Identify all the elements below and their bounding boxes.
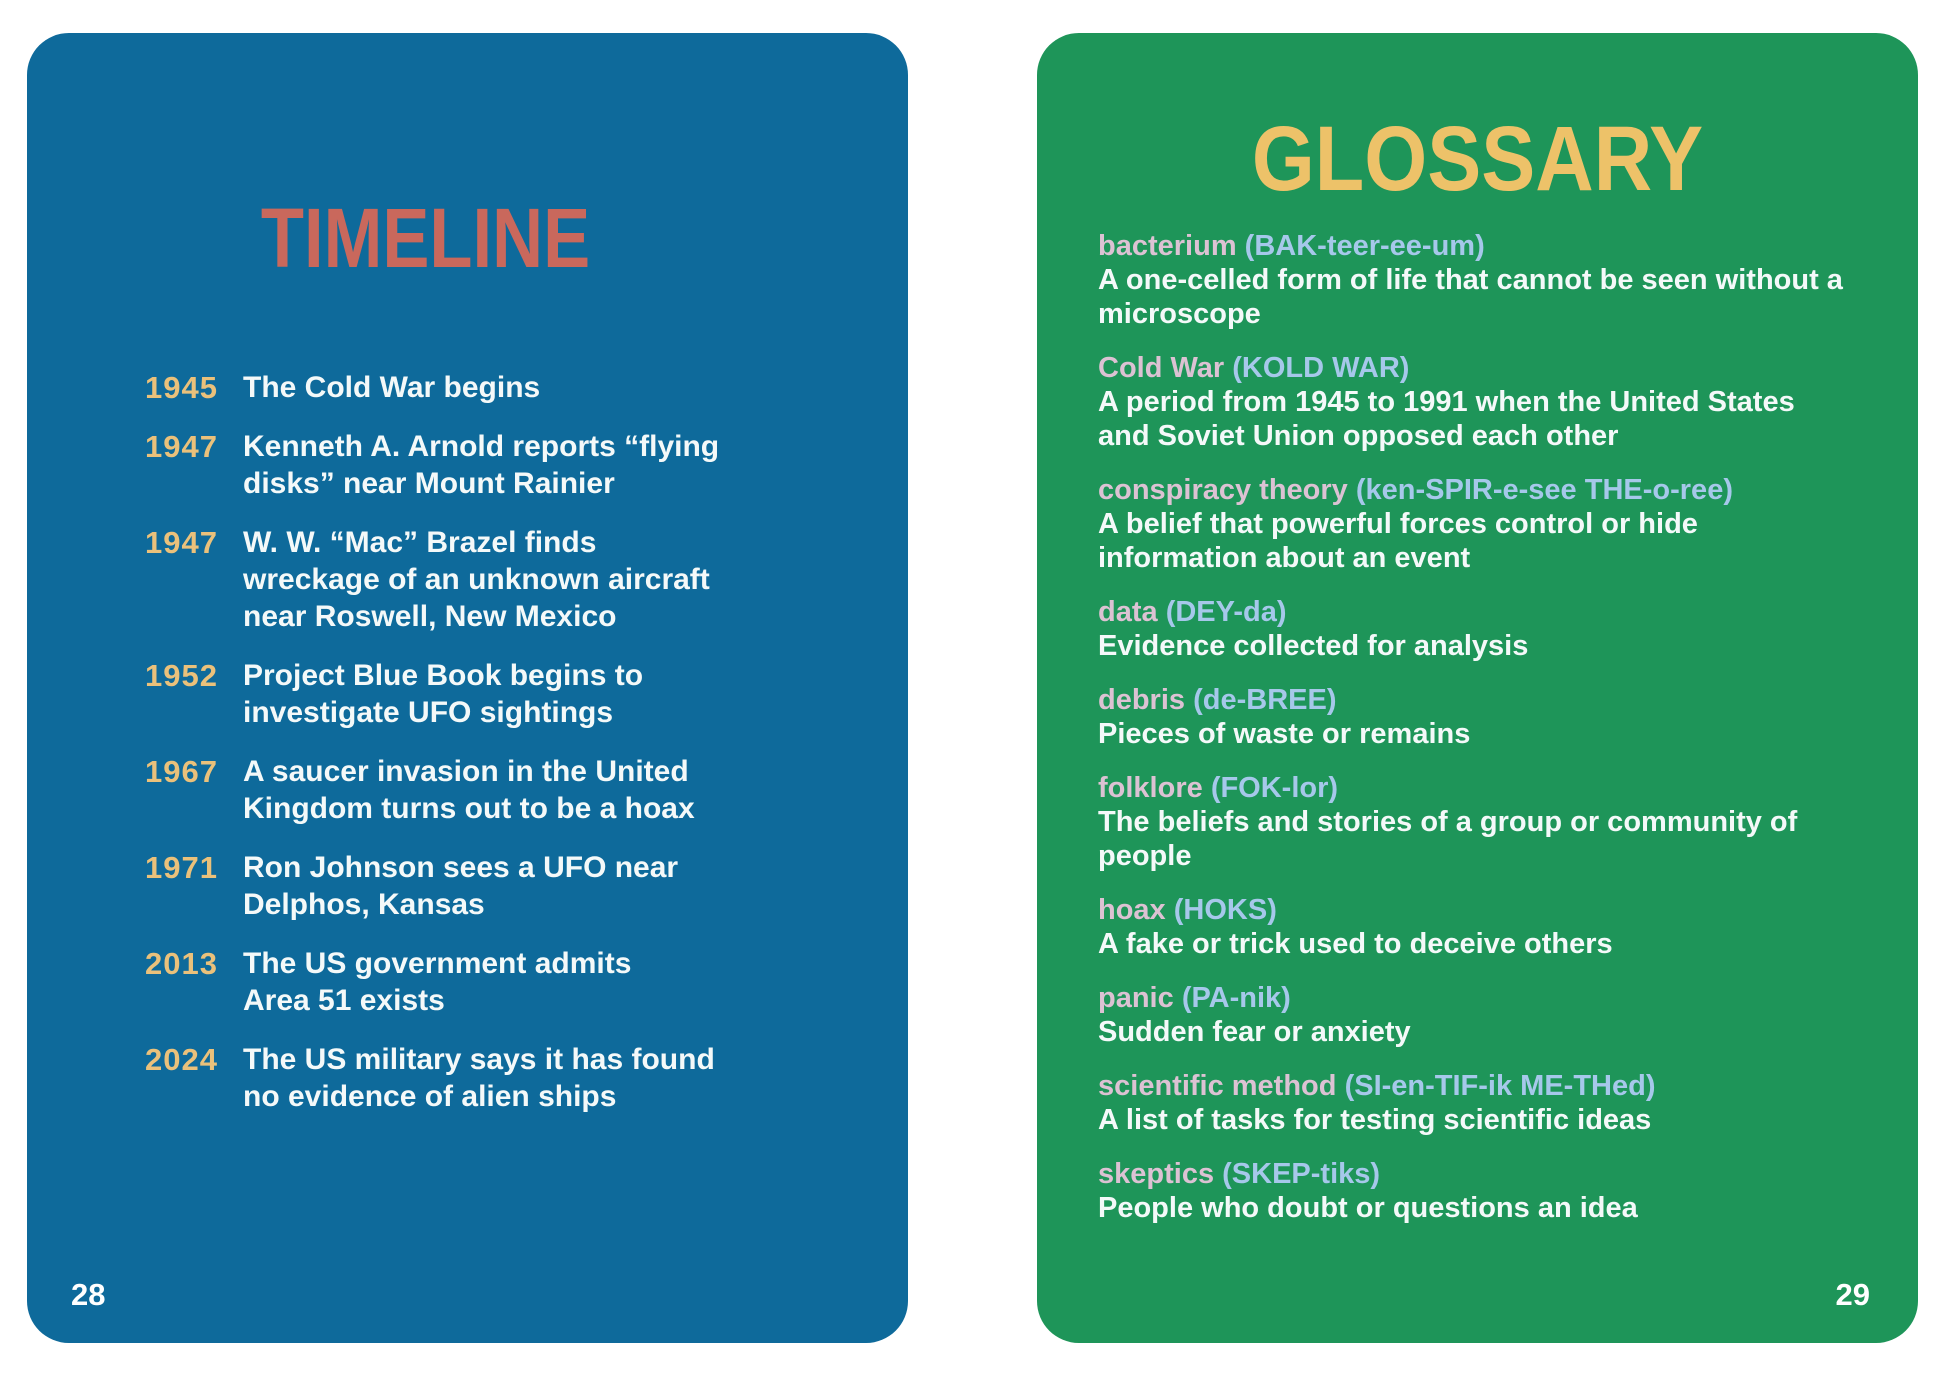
glossary-term: conspiracy theory [1098, 474, 1348, 506]
glossary-pronunciation: (BAK-teer-ee-um) [1244, 230, 1485, 262]
glossary-term: data [1098, 596, 1158, 628]
text-line: Kingdom turns out to be a hoax [243, 792, 695, 825]
glossary-term: bacterium [1098, 230, 1237, 262]
glossary-pronunciation: (ken-SPIR-e-see THE-o-ree) [1355, 474, 1733, 506]
glossary-entry [1098, 595, 1910, 663]
glossary-entry-heading [1098, 683, 1910, 717]
glossary-term: hoax [1098, 894, 1166, 926]
glossary-definition [1098, 1103, 1910, 1137]
glossary-definition [1098, 629, 1910, 663]
timeline-entry [145, 945, 785, 1019]
glossary-term: folklore [1098, 772, 1203, 804]
glossary-pronunciation: (FOK-lor) [1210, 772, 1339, 804]
glossary-title: GLOSSARY [1251, 108, 1704, 210]
timeline-year: 2024 [145, 1042, 218, 1077]
text-line: The beliefs and stories of a group or community of [1098, 806, 1798, 838]
text-line: W. W. “Mac” Brazel finds [243, 526, 597, 559]
text-line: A list of tasks for testing scientific ideas [1098, 1104, 1652, 1136]
glossary-term: debris [1098, 684, 1186, 716]
text-line: disks” near Mount Rainier [243, 467, 615, 500]
timeline-year: 1945 [145, 370, 218, 405]
glossary-entry [1098, 1069, 1910, 1137]
glossary-entry [1098, 893, 1910, 961]
text-line: A one-celled form of life that cannot be seen without a [1098, 264, 1843, 296]
text-line: people [1098, 840, 1192, 872]
glossary-pronunciation: (KOLD WAR) [1232, 352, 1410, 384]
page-number-left: 28 [71, 1277, 106, 1312]
text-line: A fake or trick used to deceive others [1098, 928, 1613, 960]
glossary-entry [1098, 351, 1910, 453]
timeline-year: 1971 [145, 850, 218, 885]
timeline-page [27, 33, 908, 1343]
text-line: Evidence collected for analysis [1098, 630, 1529, 662]
text-line: near Roswell, New Mexico [243, 600, 617, 633]
text-line: People who doubt or questions an idea [1098, 1192, 1638, 1224]
glossary-term: panic [1098, 982, 1174, 1014]
timeline-entry [145, 524, 785, 635]
glossary-pronunciation: (de-BREE) [1193, 684, 1337, 716]
timeline-event-text [243, 428, 785, 502]
timeline-year: 1967 [145, 754, 218, 789]
timeline-entry [145, 1041, 785, 1115]
glossary-pronunciation: (SI-en-TIF-ik ME-THed) [1344, 1070, 1656, 1102]
timeline-entry [145, 369, 785, 406]
text-line: and Soviet Union opposed each other [1098, 420, 1619, 452]
glossary-entry-heading [1098, 229, 1910, 263]
timeline-year: 1947 [145, 429, 218, 464]
glossary-entry-heading [1098, 595, 1910, 629]
glossary-definition [1098, 507, 1910, 575]
timeline-event-text [243, 849, 785, 923]
page-number-right: 29 [1835, 1277, 1870, 1312]
glossary-pronunciation: (PA-nik) [1181, 982, 1291, 1014]
text-line: information about an event [1098, 542, 1471, 574]
text-line: The US military says it has found [243, 1043, 715, 1076]
glossary-page [1037, 33, 1918, 1343]
text-line: Ron Johnson sees a UFO near [243, 851, 679, 884]
timeline-title: TIMELINE [260, 191, 591, 285]
text-line: Delphos, Kansas [243, 888, 485, 921]
glossary-entry-heading [1098, 351, 1910, 385]
timeline-entry [145, 753, 785, 827]
glossary-entry [1098, 981, 1910, 1049]
glossary-entry-heading [1098, 1069, 1910, 1103]
glossary-term: scientific method [1098, 1070, 1337, 1102]
text-line: wreckage of an unknown aircraft [243, 563, 710, 596]
glossary-entry [1098, 473, 1910, 575]
timeline-event-text [243, 657, 785, 731]
timeline-event-text [243, 753, 785, 827]
timeline-year: 1947 [145, 525, 218, 560]
timeline-event-text [243, 524, 785, 635]
text-line: Sudden fear or anxiety [1098, 1016, 1411, 1048]
glossary-entry-heading [1098, 893, 1910, 927]
glossary-entry [1098, 771, 1910, 873]
text-line: The US government admits [243, 947, 632, 980]
glossary-entry [1098, 1157, 1910, 1225]
glossary-entry-heading [1098, 473, 1910, 507]
glossary-entry [1098, 229, 1910, 331]
text-line: investigate UFO sightings [243, 696, 614, 729]
text-line: microscope [1098, 298, 1261, 330]
timeline-event-text [243, 945, 785, 1019]
text-line: no evidence of alien ships [243, 1080, 617, 1113]
glossary-pronunciation: (DEY-da) [1165, 596, 1287, 628]
timeline-entry [145, 428, 785, 502]
glossary-term: Cold War [1098, 352, 1225, 384]
timeline-year: 2013 [145, 946, 218, 981]
text-line: Project Blue Book begins to [243, 659, 644, 692]
text-line: The Cold War begins [243, 371, 541, 404]
glossary-definition [1098, 1015, 1910, 1049]
text-line: A belief that powerful forces control or hide [1098, 508, 1698, 540]
glossary-definition [1098, 927, 1910, 961]
text-line: Area 51 exists [243, 984, 445, 1017]
glossary-pronunciation: (HOKS) [1173, 894, 1277, 926]
glossary-pronunciation: (SKEP-tiks) [1222, 1158, 1381, 1190]
glossary-entry [1098, 683, 1910, 751]
text-line: A saucer invasion in the United [243, 755, 689, 788]
text-line: Kenneth A. Arnold reports “flying [243, 430, 720, 463]
glossary-definition [1098, 263, 1910, 331]
timeline-entry [145, 849, 785, 923]
timeline-list [145, 369, 785, 1137]
glossary-entry-heading [1098, 1157, 1910, 1191]
timeline-entry [145, 657, 785, 731]
text-line: Pieces of waste or remains [1098, 718, 1471, 750]
glossary-entry-heading [1098, 981, 1910, 1015]
glossary-term: skeptics [1098, 1158, 1215, 1190]
glossary-definition [1098, 385, 1910, 453]
timeline-event-text [243, 1041, 785, 1115]
timeline-event-text [243, 369, 785, 406]
glossary-definition [1098, 1191, 1910, 1225]
glossary-definition [1098, 717, 1910, 751]
timeline-year: 1952 [145, 658, 218, 693]
glossary-entry-heading [1098, 771, 1910, 805]
text-line: A period from 1945 to 1991 when the United States [1098, 386, 1795, 418]
glossary-list [1098, 229, 1910, 1245]
glossary-definition [1098, 805, 1910, 873]
